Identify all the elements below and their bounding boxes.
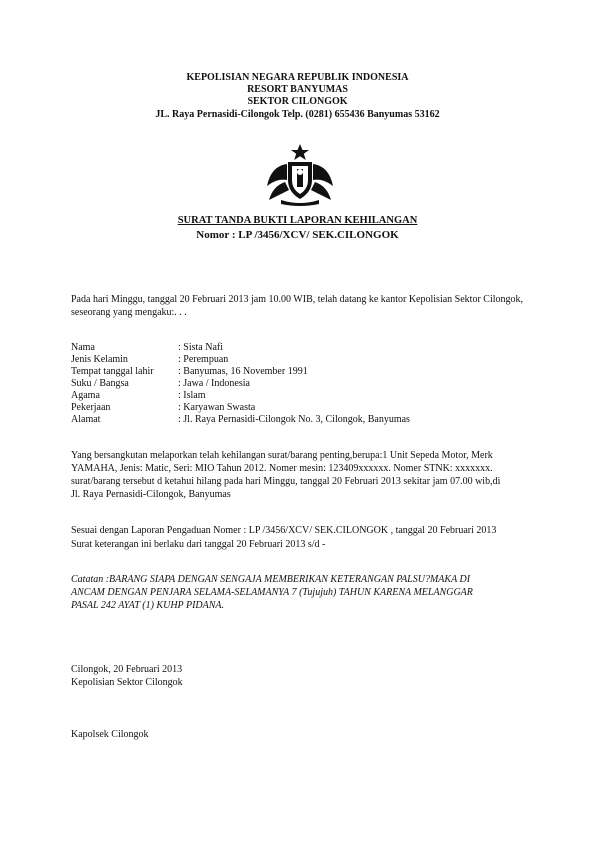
report-line: Yang bersangkutan melaporkan telah kehilangan surat/barang penting,berupa:1 Unit Sepeda Motor, Merk xyxy=(71,450,493,461)
validity-line: Surat keterangan ini berlaku dari tanggal 20 Februari 2013 s/d - xyxy=(71,539,326,550)
note-line: Catatan :BARANG SIAPA DENGAN SENGAJA MEMBERIKAN KETERANGAN PALSU?MAKA DI xyxy=(71,574,471,585)
identity-label: Alamat xyxy=(71,414,101,425)
report-line: YAMAHA, Jenis: Matic, Seri: MIO Tahun 2012. Nomer mesin: 123409xxxxxx. Nomer STNK: xxxxxxx. xyxy=(71,463,493,474)
identity-label: Jenis Kelamin xyxy=(71,354,128,365)
identity-value: : Jl. Raya Pernasidi-Cilongok No. 3, Cilongok, Banyumas xyxy=(178,414,410,425)
header-line-3: SEKTOR CILONGOK xyxy=(247,96,348,107)
identity-value: : Banyumas, 16 November 1991 xyxy=(178,366,308,377)
intro-paragraph: Pada hari Minggu, tanggal 20 Februari 2013 jam 10.00 WIB, telah datang ke kantor Kepolisian Sektor Cilongok, seseorang yang mengaku:. . . xyxy=(71,294,523,318)
identity-label: Agama xyxy=(71,390,100,401)
header-line-1: KEPOLISIAN NEGARA REPUBLIK INDONESIA xyxy=(186,72,409,83)
place-date: Cilongok, 20 Februari 2013 xyxy=(71,664,183,675)
validity-line: Sesuai dengan Laporan Pengaduan Nomer : LP /3456/XCV/ SEK.CILONGOK , tanggal 20 Februari 2013 xyxy=(71,525,497,536)
identity-label: Suku / Bangsa xyxy=(71,378,129,389)
identity-value: : Jawa / Indonesia xyxy=(178,378,250,389)
document-number: Nomor : LP /3456/XCV/ SEK.CILONGOK xyxy=(196,229,399,241)
header-line-2: RESORT BANYUMAS xyxy=(247,84,348,95)
identity-label: Pekerjaan xyxy=(71,402,111,413)
report-line: surat/barang tersebut d ketahui hilang pada hari Minggu, tanggal 20 Februari 2013 sekitar jam 07.00 wib,di xyxy=(71,476,501,487)
identity-value: : Sista Nafi xyxy=(178,342,223,353)
identity-value: : Karyawan Swasta xyxy=(178,402,256,413)
header-line-4: JL. Raya Pernasidi-Cilongok Telp. (0281) 655436 Banyumas 53162 xyxy=(155,109,440,120)
document-title: SURAT TANDA BUKTI LAPORAN KEHILANGAN xyxy=(177,215,418,226)
note-line: PASAL 242 AYAT (1) KUHP PIDANA. xyxy=(71,600,225,611)
identity-value: : Perempuan xyxy=(178,354,229,365)
note-line: ANCAM DENGAN PENJARA SELAMA-SELAMANYA 7 (Tujujuh) TAHUN KARENA MELANGGAR xyxy=(71,587,473,598)
identity-value: : Islam xyxy=(178,390,206,401)
police-emblem-icon xyxy=(259,142,341,206)
report-line: Jl. Raya Pernasidi-Cilongok, Banyumas xyxy=(71,489,231,500)
identity-label: Nama xyxy=(71,342,95,353)
signer-title: Kapolsek Cilongok xyxy=(71,729,149,740)
office-name: Kepolisian Sektor Cilongok xyxy=(71,677,183,688)
identity-label: Tempat tanggal lahir xyxy=(71,366,154,377)
